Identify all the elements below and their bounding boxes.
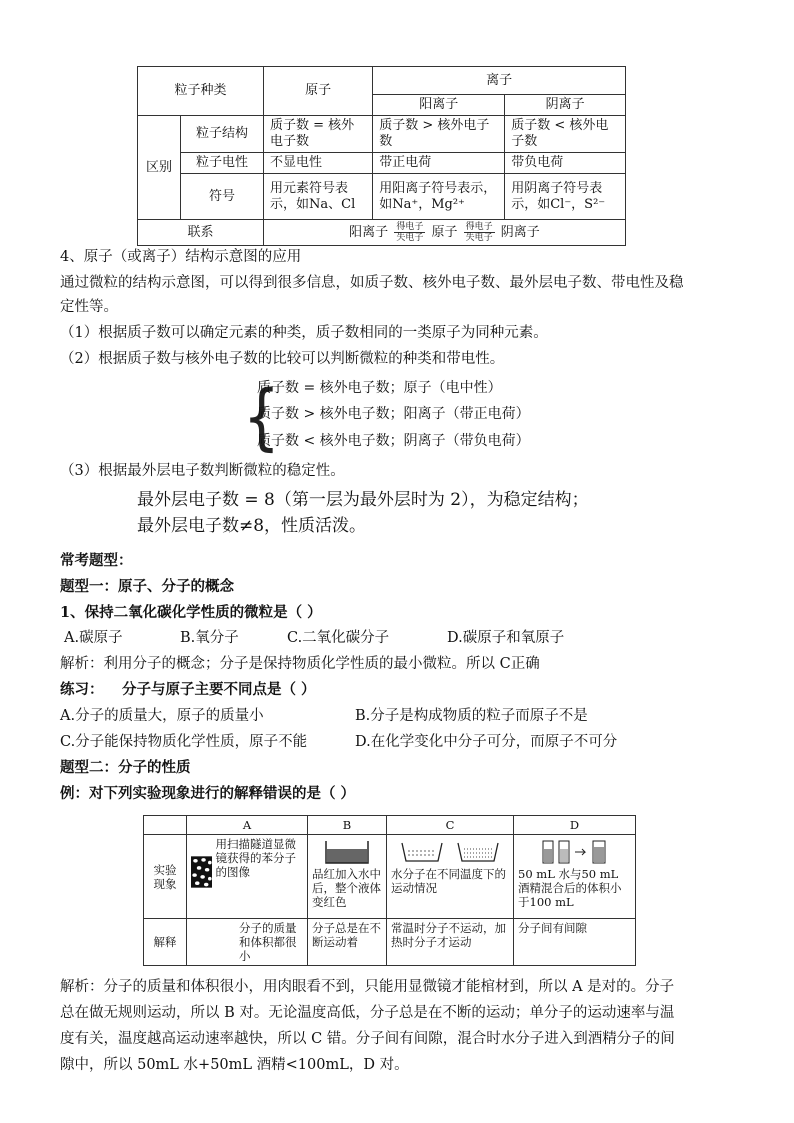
experiment-table — [143, 815, 636, 966]
question-2: 例：对下列实验现象进行的解释错误的是（ ） — [60, 785, 356, 802]
cell-explanation-c: 常温时分子不运动，加热时分子才运动 — [387, 919, 514, 966]
cell-explanation-a: 分子的质量和体积都很小 — [187, 919, 308, 966]
cell-phenomenon-b — [308, 835, 387, 919]
relation-arrow-1: $\frac{\text{得电子}}{\text{失电子}}$ — [396, 222, 424, 243]
row-label-phenomenon: 实验现象 — [144, 835, 187, 919]
cell-explanation-b: 分子总是在不断运动着 — [308, 919, 387, 966]
benzene-image-icon — [191, 837, 212, 907]
cell-atom: 用元素符号表示，如Na、Cl — [264, 174, 373, 220]
analysis-line-1: 解析：分子的质量和体积很小，用肉眼看不到，只能用显微镜才能棺材到，所以 A 是对的。分子 — [60, 979, 675, 995]
section4-title: 4、原子（或离子）结构示意图的应用 — [60, 249, 302, 265]
phenomenon-b-text: 品红加入水中后，整个液体变红色 — [312, 867, 381, 909]
cell-anion: 带负电荷 — [505, 153, 626, 174]
row-label: 符号 — [181, 174, 264, 220]
formula-anion: 质子数 < 核外电子数；阴离子（带负电荷） — [257, 433, 530, 449]
corner-cell — [144, 816, 187, 835]
row-label-explanation: 解释 — [144, 919, 187, 966]
relation-arrow-2: $\frac{\text{得电子}}{\text{失电子}}$ — [465, 222, 493, 243]
type1-heading: 题型一：原子、分子的概念 — [60, 578, 234, 595]
water-beakers-icon — [398, 839, 502, 865]
cell-cation: 用阳离子符号表示，如Na⁺，Mg²⁺ — [373, 174, 505, 220]
header-anion: 阴离子 — [505, 95, 626, 116]
section4-point-3: （3）根据最外层电子数判断微粒的稳定性。 — [60, 463, 345, 479]
analysis-line-3: 度有关，温度越高运动速率越快，所以 C 错。分子间有间隙，混合时水分子进入到酒精分子的间 — [60, 1031, 675, 1047]
exercise-question: 分子与原子主要不同点是（ ） — [122, 681, 316, 698]
analysis-line-4: 隙中，所以 50mL 水+50mL 酒精<100mL，D 对。 — [60, 1057, 409, 1073]
exercise-option-c: C.分子能保持物质化学性质，原子不能 — [60, 734, 308, 750]
q1-option-d: D.碳原子和氧原子 — [447, 630, 565, 646]
header-ion: 离子 — [373, 67, 626, 95]
cell-atom: 质子数 = 核外电子数 — [264, 116, 373, 153]
relation-cell — [264, 220, 626, 246]
phenomenon-c-text: 水分子在不同温度下的运动情况 — [391, 867, 506, 895]
header-cation: 阳离子 — [373, 95, 505, 116]
cell-cation: 带正电荷 — [373, 153, 505, 174]
cell-phenomenon-d — [514, 835, 636, 919]
particle-comparison-table — [137, 66, 626, 246]
col-header-c: C — [387, 816, 514, 835]
q1-option-b: B.氧分子 — [180, 630, 239, 646]
q1-explanation: 解析：利用分子的概念；分子是保持物质化学性质的最小微粒。所以 C正确 — [60, 656, 540, 672]
section4-intro-1: 通过微粒的结构示意图，可以得到很多信息，如质子数、核外电子数、最外层电子数、带电性及稳 — [60, 275, 684, 291]
section4-point-1: （1）根据质子数可以确定元素的种类，质子数相同的一类原子为同种元素。 — [60, 325, 548, 341]
exercise-option-d: D.在化学变化中分子可分，而原子不可分 — [355, 734, 618, 750]
col-header-d: D — [514, 816, 636, 835]
relation-label: 联系 — [138, 220, 264, 246]
q1-option-a: A.碳原子 — [64, 630, 123, 646]
formula-cation: 质子数 > 核外电子数；阳离子（带正电荷） — [257, 406, 530, 422]
cylinders-icon — [535, 839, 615, 865]
question-1: 1、保持二氧化碳化学性质的微粒是（ ） — [60, 604, 322, 621]
q1-option-c: C.二氧化碳分子 — [287, 630, 390, 646]
phenomenon-a-text: 用扫描隧道显微镜获得的苯分子的图像 — [215, 837, 296, 879]
exercise-option-b: B.分子是构成物质的粒子而原子不是 — [355, 708, 588, 724]
cell-atom: 不显电性 — [264, 153, 373, 174]
cell-cation: 质子数 > 核外电子数 — [373, 116, 505, 153]
cell-explanation-d: 分子间有间隙 — [514, 919, 636, 966]
phenomenon-d-text: 50 mL 水与50 mL 酒精混合后的体积小于100 mL — [518, 867, 622, 909]
row-label: 粒子结构 — [181, 116, 264, 153]
stability-rule-2: 最外层电子数≠8，性质活泼。 — [137, 516, 367, 536]
type2-heading: 题型二：分子的性质 — [60, 759, 191, 776]
row-label: 粒子电性 — [181, 153, 264, 174]
section4-intro-2: 定性等。 — [60, 299, 118, 315]
col-header-a: A — [187, 816, 308, 835]
exercise-option-a: A.分子的质量大，原子的质量小 — [60, 708, 264, 724]
stability-rule-1: 最外层电子数 = 8（第一层为最外层时为 2），为稳定结构； — [137, 490, 589, 510]
relation-anion: 阴离子 — [500, 225, 540, 240]
header-atom: 原子 — [264, 67, 373, 116]
beaker-icon — [324, 839, 370, 865]
header-particle-type: 粒子种类 — [138, 67, 264, 116]
relation-atom: 原子 — [431, 225, 458, 240]
exercise-label: 练习： — [60, 681, 104, 698]
brace-symbol: { — [243, 373, 280, 459]
section4-point-2: （2）根据质子数与核外电子数的比较可以判断微粒的种类和带电性。 — [60, 351, 505, 367]
cell-anion: 用阴离子符号表示，如Cl⁻，S²⁻ — [505, 174, 626, 220]
questions-heading: 常考题型： — [60, 552, 133, 569]
cell-phenomenon-c — [387, 835, 514, 919]
relation-cation: 阳离子 — [349, 225, 389, 240]
col-header-b: B — [308, 816, 387, 835]
cell-anion: 质子数 < 核外电子数 — [505, 116, 626, 153]
group-label: 区别 — [138, 116, 181, 220]
analysis-line-2: 总在做无规则运动，所以 B 对。无论温度高低，分子总是在不断的运动；单分子的运动速率与温 — [60, 1005, 675, 1021]
formula-atom: 质子数 = 核外电子数；原子（电中性） — [257, 380, 502, 396]
cell-phenomenon-a — [187, 835, 308, 919]
